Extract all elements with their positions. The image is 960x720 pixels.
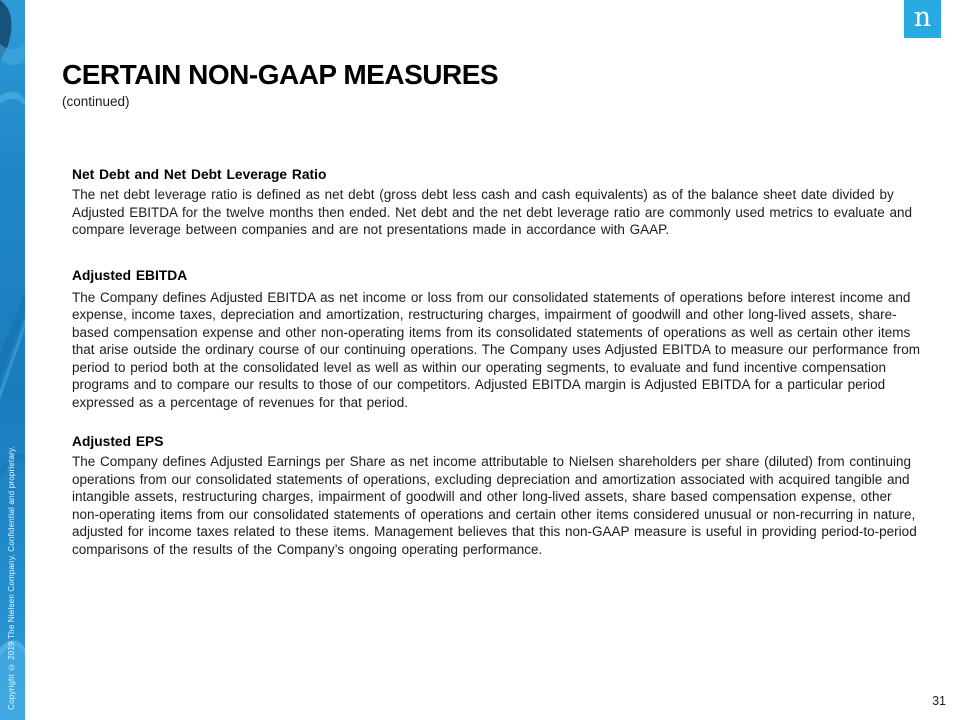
nielsen-logo — [904, 0, 941, 38]
section-adjusted-eps — [72, 433, 922, 558]
page-title: CERTAIN NON-GAAP MEASURES — [62, 59, 499, 90]
section-paragraph: The net debt leverage ratio is defined as net debt (gross debt less cash and cash equivalents) as of the balance sheet date divided by Adjusted EBITDA for the twelve months then ended. Net debt and the net debt leverage ratio are commonly used metrics to evaluate and compare leverage between companies and are not presentations made in accordance with GAAP. — [72, 187, 912, 237]
section-paragraph: The Company defines Adjusted EBITDA as net income or loss from our consolidated statements of operations before interest income and expense, income taxes, depreciation and amortization, restructuring charges, impairment of goodwill and other long-lived assets, share-based compensation expense and other non-operating items from its consolidated statements of operations as well as certain other items that arise outside the ordinary course of our continuing operations. The Company uses Adjusted EBITDA to measure our performance from period to period both at the consolidated level as well as within our operating segments, to evaluate and fund incentive compensation programs and to compare our results to those of our competitors. Adjusted EBITDA margin is Adjusted EBITDA for a particular period expressed as a percentage of revenues for that period. — [72, 289, 920, 410]
section-paragraph: The Company defines Adjusted Earnings per Share as net income attributable to Nielsen shareholders per share (diluted) from continuing operations from our consolidated statements of operations, excluding depreciation and amortization associated with acquired tangible and intangible assets, restructuring charges, impairment of goodwill and other long-lived assets, share based compensation expense, other non-operating items from our consolidated statements of operations and certain other items considered unusual or non-recurring in nature, adjusted for income taxes related to these items. Management believes that this non-GAAP measure is useful in providing period-to-period comparisons of the results of the Company’s ongoing operating performance. — [72, 454, 917, 557]
page-number: 31 — [932, 694, 946, 708]
section-adjusted-ebitda — [72, 267, 922, 412]
brand-sidebar — [0, 0, 25, 720]
section-heading: Net Debt and Net Debt Leverage Ratio — [72, 167, 327, 182]
nielsen-n-icon: n — [913, 2, 932, 33]
section-heading: Adjusted EPS — [72, 434, 164, 449]
section-net-debt — [72, 166, 922, 239]
section-heading: Adjusted EBITDA — [72, 267, 188, 283]
copyright-text: Copyright © 2019 The Nielsen Company. Confidential and proprietary. — [7, 446, 16, 710]
slide-body — [72, 166, 922, 558]
page-subtitle: (continued) — [62, 94, 130, 109]
